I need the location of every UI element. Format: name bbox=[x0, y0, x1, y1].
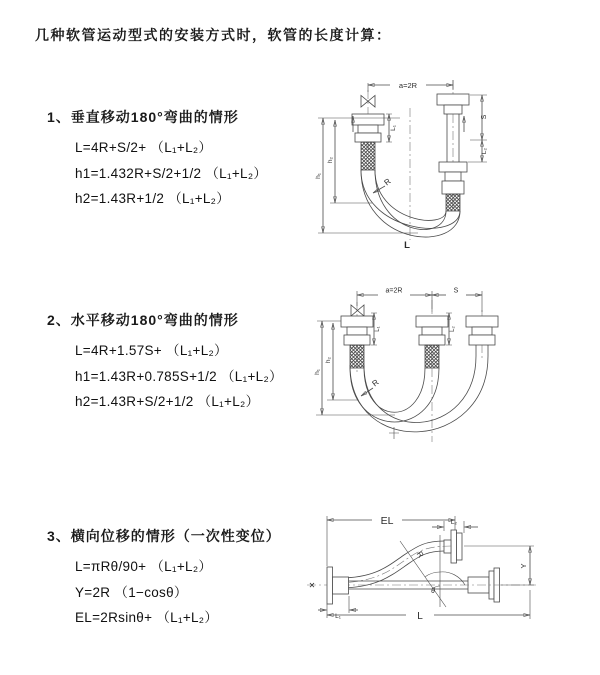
dim-label-height-inner: h₂ bbox=[325, 356, 332, 364]
section-heading: 3、横向位移的情形（一次性变位） bbox=[47, 528, 281, 544]
dim-label-offset: Y bbox=[519, 563, 528, 569]
dim-label-stroke: S bbox=[453, 287, 459, 295]
braided-hose-section bbox=[361, 142, 375, 170]
dim-label-length: L bbox=[404, 240, 410, 251]
dim-label-width: a=2R bbox=[398, 81, 418, 90]
dim-label-width: a=2R bbox=[385, 287, 403, 295]
hose-fitting-left bbox=[341, 316, 373, 368]
hose-u-bend bbox=[350, 356, 488, 439]
hose-fitting-left bbox=[352, 114, 384, 170]
braided-hose-section bbox=[350, 345, 364, 368]
stroke-dimension bbox=[468, 95, 488, 162]
dim-label-effective-length: EL bbox=[380, 515, 394, 527]
page-title: 几种软管运动型式的安装方式时，软管的长度计算： bbox=[35, 27, 392, 43]
hose-fitting-middle bbox=[416, 316, 448, 368]
dim-label-radius: R bbox=[414, 549, 426, 560]
dim-label-radius: R bbox=[370, 377, 381, 389]
horizontal-180-bend-diagram bbox=[300, 280, 600, 475]
dim-label-fitting-right: L₂ bbox=[481, 147, 488, 155]
braided-hose-section bbox=[446, 194, 460, 211]
valve-icon bbox=[351, 305, 364, 316]
dim-label-fitting-right: L₂ bbox=[450, 326, 456, 332]
dim-label-radius: R bbox=[382, 176, 393, 188]
dim-label-fitting-left: L₁ bbox=[375, 326, 381, 332]
braided-hose-section bbox=[425, 345, 439, 368]
width-dimension bbox=[368, 80, 453, 92]
radius-callout bbox=[361, 378, 381, 396]
vertical-180-bend-diagram bbox=[295, 70, 600, 265]
dim-label-height-inner: h₂ bbox=[327, 156, 334, 164]
dim-label-fitting-top: L₂ bbox=[450, 519, 458, 526]
end-mark: ✕ bbox=[308, 581, 316, 590]
formula-h2: h2=1.43R+1/2 （L₁+L₂） bbox=[75, 191, 231, 206]
lateral-offset-diagram bbox=[295, 500, 600, 645]
el-dimension bbox=[327, 515, 455, 566]
formula-el: EL=2Rsinθ+ （L₁+L₂） bbox=[75, 610, 219, 625]
flange-left bbox=[309, 567, 349, 604]
fitting-left-dimension bbox=[318, 596, 358, 620]
section-horizontal-movement bbox=[47, 310, 283, 415]
formula-block bbox=[75, 135, 267, 212]
formula-length: L=4R+S/2+ （L₁+L₂） bbox=[75, 140, 213, 155]
section-heading: 2、水平移动180°弯曲的情形 bbox=[47, 312, 239, 328]
dim-label-stroke: S bbox=[481, 114, 488, 120]
section-heading: 1、垂直移动180°弯曲的情形 bbox=[47, 109, 239, 125]
formula-length: L=πRθ/90+ （L₁+L₂） bbox=[75, 559, 213, 574]
formula-h1: h1=1.432R+S/2+1/2 （L₁+L₂） bbox=[75, 165, 268, 181]
formula-block bbox=[75, 338, 283, 415]
dim-label-fitting-left: L₁ bbox=[335, 613, 341, 620]
dim-label-height-outer: h₁ bbox=[314, 369, 321, 375]
dim-label-angle: θ bbox=[431, 588, 435, 595]
formula-h2: h2=1.43R+S/2+1/2 （L₁+L₂） bbox=[75, 394, 260, 409]
formula-h1: h1=1.43R+0.785S+1/2 （L₁+L₂） bbox=[75, 368, 283, 384]
dim-label-height-outer: h₁ bbox=[315, 173, 322, 179]
section-lateral-offset bbox=[47, 526, 281, 631]
formula-y: Y=2R （1−cosθ） bbox=[75, 584, 188, 600]
dim-label-fitting-left: L₁ bbox=[390, 125, 397, 131]
dim-label-length: L bbox=[417, 611, 423, 622]
section-vertical-movement bbox=[47, 107, 267, 212]
formula-length: L=4R+1.57S+ （L₁+L₂） bbox=[75, 343, 228, 358]
formula-block bbox=[75, 554, 281, 631]
width-dimension bbox=[357, 288, 482, 313]
flange-top-right bbox=[444, 530, 462, 563]
